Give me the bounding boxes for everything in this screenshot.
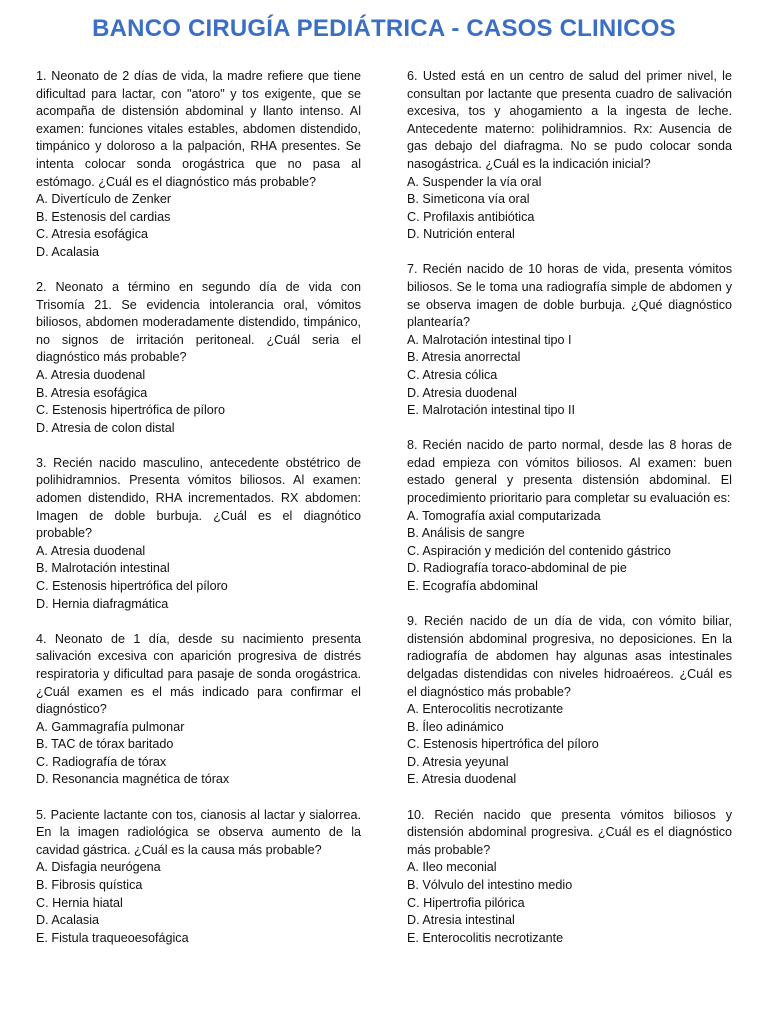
answer-option: D. Atresia intestinal <box>407 913 515 928</box>
answer-option: A. Suspender la vía oral <box>407 174 542 189</box>
answer-option: E. Ecografía abdominal <box>407 579 538 594</box>
answer-option: C. Estenosis hipertrófica del píloro <box>36 579 228 594</box>
answer-option: D. Acalasia <box>36 913 99 928</box>
question-stem: 8. Recién nacido de parto normal, desde las 8 horas de edad empieza con vómitos biliosos. Al examen: buen estado general y presenta distensión abdominal. El procedimiento prioritario para completar su evaluación es: <box>407 438 732 506</box>
question-block-5 <box>36 807 361 948</box>
answer-option: E. Fistula traqueoesofágica <box>36 930 189 945</box>
left-column <box>36 68 361 965</box>
answer-option: A. Divertículo de Zenker <box>36 192 172 207</box>
answer-option: A. Atresia duodenal <box>36 368 146 382</box>
answer-option: A. Gammagrafía pulmonar <box>36 719 185 734</box>
question-block-6 <box>407 68 732 244</box>
answer-option: A. Atresia duodenal <box>36 543 146 558</box>
answer-option: D. Nutrición enteral <box>407 227 515 242</box>
answer-option: C. Atresia esofágica <box>36 227 149 242</box>
question-block-7 <box>407 261 732 419</box>
question-block-9 <box>407 613 732 789</box>
answer-option: A. Disfagia neurógena <box>36 860 161 875</box>
answer-option: C. Hernia hiatal <box>36 895 123 910</box>
answer-option: E. Enterocolitis necrotizante <box>407 930 564 945</box>
question-stem: 6. Usted está en un centro de salud del primer nivel, le consultan por lactante que presenta cuadro de salivación excesiva, tos y ahogamiento a la ingesta de leche. Antecedente materno: polihidramnios. Rx: Ausencia de gas debajo del diafragma. No se pudo colocar sonda nasogástrica. ¿Cuál es la indicación inicial? <box>407 69 732 171</box>
question-stem: 7. Recién nacido de 10 horas de vida, presenta vómitos biliosos. Se le toma una radiografía simple de abdomen y se observa imagen de doble burbuja. ¿Qué diagnóstico plantearía? <box>407 262 732 330</box>
question-block-10 <box>407 807 732 948</box>
answer-option: D. Atresia yeyunal <box>407 754 509 769</box>
answer-option: E. Malrotación intestinal tipo II <box>407 403 575 418</box>
answer-option: E. Atresia duodenal <box>407 772 517 787</box>
answer-option: B. Íleo adinámico <box>407 719 504 734</box>
answer-option: D. Atresia duodenal <box>407 385 517 400</box>
right-column <box>407 68 732 965</box>
question-block-1 <box>36 68 361 262</box>
question-stem: 10. Recién nacido que presenta vómitos biliosos y distensión abdominal progresiva. ¿Cuál es el diagnóstico más probable? <box>407 807 732 857</box>
answer-option: A. Enterocolitis necrotizante <box>407 702 564 717</box>
answer-option: B. Fibrosis quística <box>36 877 143 892</box>
question-stem: 4. Neonato de 1 día, desde su nacimiento presenta salivación excesiva con aparición progresiva de distrés respiratoria y dificultad para pasaje de sonda orogástrica. ¿Cuál examen es el más indicado para confirmar el diagnóstico? <box>36 631 361 717</box>
answer-option: B. Análisis de sangre <box>407 526 525 541</box>
answer-option: C. Atresia cólica <box>407 368 498 382</box>
answer-option: B. Estenosis del cardias <box>36 209 171 224</box>
question-stem: 5. Paciente lactante con tos, cianosis al lactar y sialorrea. En la imagen radiológica se observa aumento de la cavidad gástrica. ¿Cuál es la causa más probable? <box>36 807 361 857</box>
answer-option: B. Atresia anorrectal <box>407 350 521 365</box>
answer-option: D. Hernia diafragmática <box>36 596 169 611</box>
answer-option: A. Ileo meconial <box>407 860 497 875</box>
answer-option: B. Simeticona vía oral <box>407 192 530 207</box>
question-block-2 <box>36 279 361 437</box>
question-stem: 1. Neonato de 2 días de vida, la madre refiere que tiene dificultad para lactar, con "atoro" y tos exigente, que se acompaña de distensión abdominal y llanto intenso. Al examen: funciones vitales estables, abdomen distendido, timpánico y doloroso a la palpación, RHA presentes. Se intenta colocar sonda orogástrica que no pasa al estómago. ¿Cuál es el diagnóstico más probable? <box>36 69 361 189</box>
answer-option: A. Malrotación intestinal tipo I <box>407 332 572 347</box>
answer-option: D. Radiografía toraco-abdominal de pie <box>407 561 627 576</box>
question-block-4 <box>36 631 361 789</box>
question-block-3 <box>36 455 361 613</box>
answer-option: B. Malrotación intestinal <box>36 561 170 576</box>
answer-option: C. Estenosis hipertrófica de píloro <box>36 403 225 418</box>
answer-option: D. Acalasia <box>36 244 99 259</box>
answer-option: C. Hipertrofia pilórica <box>407 895 525 910</box>
answer-option: B. Atresia esofágica <box>36 385 148 400</box>
answer-option: D. Atresia de colon distal <box>36 420 175 435</box>
question-stem: 3. Recién nacido masculino, antecedente obstétrico de polihidramnios. Presenta vómitos biliosos. Al examen: adomen distendido, RHA incrementados. RX abdomen: Imagen de doble burbuja. ¿Cuál es el diagnótico probable? <box>36 455 361 541</box>
question-stem: 2. Neonato a término en segundo día de vida con Trisomía 21. Se evidencia intolerancia oral, vómitos biliosos, abdomen moderadamente distendido, timpánico, no signos de irritación peritoneal. ¿Cuál seria el diagnóstico más probable? <box>36 280 361 365</box>
answer-option: C. Profilaxis antibiótica <box>407 209 535 224</box>
answer-option: C. Aspiración y medición del contenido gástrico <box>407 543 671 558</box>
answer-option: B. TAC de tórax baritado <box>36 737 174 752</box>
question-stem: 9. Recién nacido de un día de vida, con vómito biliar, distensión abdominal progresiva, no deposiciones. En la radiografía de abdomen hay algunas asas intestinales delgadas distendidas con niveles hidroaéreos. ¿Cuál es el diagnóstico más probable? <box>407 614 732 699</box>
answer-option: D. Resonancia magnética de tórax <box>36 772 230 787</box>
question-block-8 <box>407 437 732 595</box>
page-title: BANCO CIRUGÍA PEDIÁTRICA - CASOS CLINICOS <box>92 15 676 42</box>
answer-option: C. Radiografía de tórax <box>36 754 167 769</box>
answer-option: B. Vólvulo del intestino medio <box>407 877 573 892</box>
answer-option: A. Tomografía axial computarizada <box>407 508 601 523</box>
answer-option: C. Estenosis hipertrófica del píloro <box>407 737 599 752</box>
